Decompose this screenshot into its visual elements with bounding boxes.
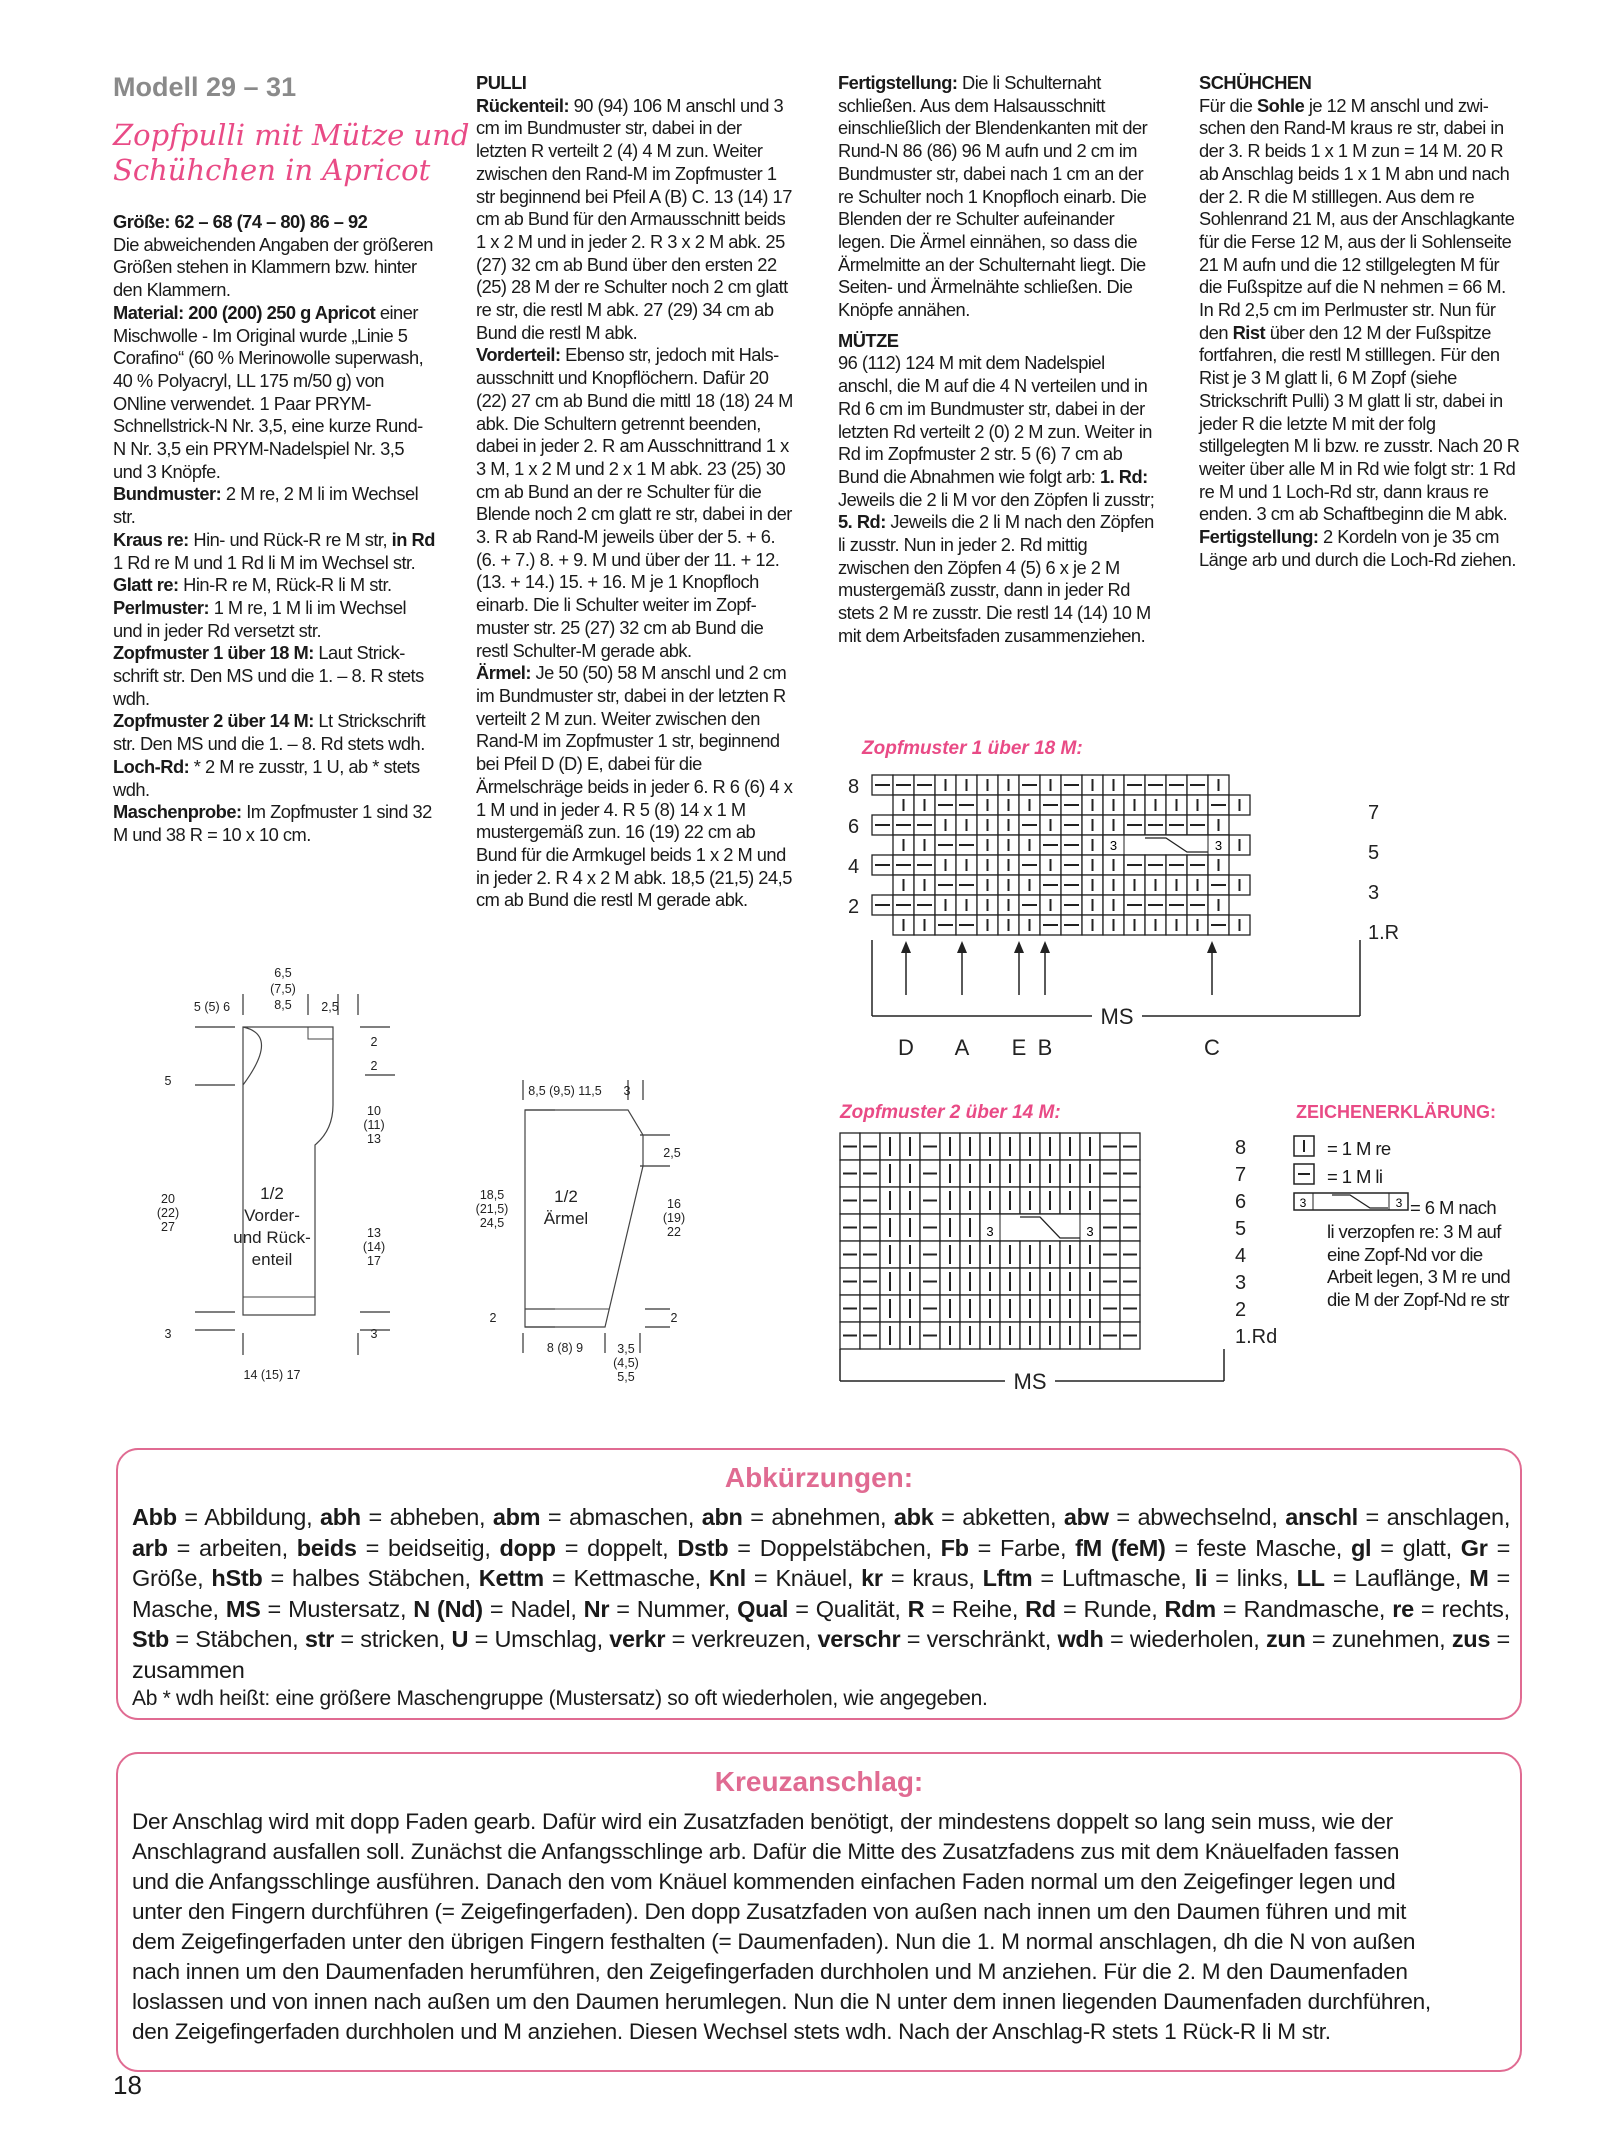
abbreviation-meaning: Qualität <box>815 1595 895 1622</box>
dim-label: 13 <box>367 1132 381 1146</box>
row-number: 2 <box>848 896 860 918</box>
abbreviation-term: Nr <box>583 1595 610 1622</box>
ms-label: MS <box>1100 1004 1134 1029</box>
schuehchen-fertig-text: 2 Kordeln von je 35 cm Länge arb und durch die Loch-Rd ziehen. <box>1199 526 1516 570</box>
abbreviation-meaning: verschränkt <box>926 1626 1045 1652</box>
muetze-text-a: 96 (112) 124 M mit dem Nadelspiel anschl, die M auf die 4 N verteilen und in Rd 6 cm im Bundmuster str, dabei in der letzten Rd verteilt 2 (0) 2 M zun. Weiter in Rd im Zopfmuster 2 str. 5 (6) 7 cm ab Bund die Abnahmen wie folgt arb: <box>838 352 1152 487</box>
cable-block <box>980 1214 1100 1241</box>
schematic-sleeve <box>465 1065 705 1395</box>
bund-label: Bundmuster: <box>113 483 222 505</box>
abbreviation-term: Knl <box>708 1565 746 1591</box>
dim-label: 5 <box>164 1074 172 1088</box>
dim-label: 24,5 <box>479 1216 505 1230</box>
kraus-in: in Rd <box>391 528 435 550</box>
abbreviation-entry: Kettm = Kettmasche, <box>478 1565 709 1591</box>
column-materials <box>113 211 435 847</box>
kreuzanschlag-line: und die Anfangsschlinge ausführen. Danach den vom Knäuel kommenden einfachen Faden normal um den Zeigefinger legen und <box>132 1869 1396 1894</box>
abbreviation-entry: abk = abketten, <box>893 1504 1064 1530</box>
abbreviation-term: arb <box>132 1534 168 1561</box>
schuehchen-text-a: Für die <box>1199 94 1257 116</box>
abbreviation-entry: verschr = verschränkt, <box>817 1626 1058 1652</box>
schematic-body <box>150 955 410 1395</box>
row-number: 5 <box>1368 842 1380 864</box>
chart2-title: Zopfmuster 2 über 14 M: <box>840 1102 1061 1123</box>
abbreviation-meaning: Luftmasche <box>1061 1565 1181 1591</box>
abkuerzungen-box <box>116 1448 1522 1720</box>
dim-label: (11) <box>363 1118 385 1132</box>
arrow-up-icon <box>1207 941 1217 953</box>
legend-cable-line: Arbeit legen, 3 M re und <box>1327 1266 1511 1287</box>
sohle-label: Sohle <box>1256 94 1305 116</box>
dim-label: 8,5 <box>274 998 292 1012</box>
cable-number: 3 <box>1395 1196 1403 1210</box>
abbreviation-meaning: Mustersatz <box>288 1595 400 1622</box>
legend-cable-line1: = 6 M nach <box>1410 1197 1497 1218</box>
abbreviation-entry: fM (feM) = feste Masche, <box>1075 1534 1351 1561</box>
abbreviation-meaning: arbeiten <box>199 1534 282 1561</box>
abbreviation-entry: re = rechts, <box>1392 1595 1510 1622</box>
schuehchen-fertig-label: Fertigstellung: <box>1199 526 1319 548</box>
abbreviation-entry: str = stricken, <box>304 1626 452 1652</box>
muetze-text-c: Jeweils die 2 li M nach den Zöpfen li zusstr. Nun in jeder 2. Rd mittig zwischen den Zöpfen 4 (5) 6 x je 2 M mustergemäß zusstr, dann in jeder Rd stets 2 M re zusstr. Die restl 14 (14) 10 M mit dem Arbeitsfaden zusammenziehen. <box>838 511 1154 646</box>
abbreviation-meaning: verkreuzen <box>691 1626 805 1652</box>
abbreviation-term: str <box>304 1626 334 1652</box>
abbreviation-term: abw <box>1063 1504 1109 1530</box>
dim-label: 5,5 <box>617 1370 635 1384</box>
row-number: 3 <box>1368 882 1380 904</box>
dim-label: 3 <box>623 1084 631 1098</box>
cable-number: 3 <box>1214 838 1223 853</box>
abbreviation-meaning: Reihe <box>951 1595 1012 1622</box>
kraus-label: Kraus re: <box>113 528 189 550</box>
row-number: 5 <box>1235 1218 1247 1240</box>
abbreviation-meaning: abwechselnd <box>1137 1504 1272 1530</box>
abbreviation-meaning: Lauflänge <box>1354 1565 1455 1591</box>
abbreviation-entry: abm = abmaschen, <box>492 1504 702 1530</box>
dim-label: 13 <box>367 1226 381 1240</box>
dim-label: (22) <box>156 1206 180 1220</box>
abbreviation-entry: arb = arbeiten, <box>132 1534 297 1561</box>
abbreviation-entry: N (Nd) = Nadel, <box>413 1595 584 1622</box>
abbreviation-entry: zun = zunehmen, <box>1265 1626 1452 1652</box>
abbreviation-term: R <box>907 1595 925 1622</box>
rd5-label: 5. Rd: <box>838 511 886 533</box>
column-finishing <box>838 72 1160 648</box>
vorderteil-text: Ebenso str, jedoch mit Halsausschnitt und Knopflöchern. Dafür 20 (22) 27 cm ab Bund die mittl 18 (18) 24 M abk. Die Schultern getrennt beenden, dabei in jeder 2. R am Ausschnittrand 1 x 3 M, 1 x 2 M und 2 x 1 M abk. 23 (25) 30 cm ab Bund an der re Schulter für die Blende noch 2 cm glatt re str, dabei in der 3. R ab Rand-M jeweils über der 5. + 6. (6. + 7.) 8. + 9. M und über der 11. + 12. (13. + 14.) 15. + 16. M je 1 Knopfloch einarb. Die li Schulter weiter im Zopfmuster str. 25 (27) 32 cm ab Bund die restl Schulter-M gerade abk. <box>476 344 793 661</box>
zopf2-text: Lt Strickschrift str. Den MS und die 1. – 8. Rd stets wdh. <box>113 710 426 755</box>
row-number: 8 <box>1235 1137 1247 1159</box>
abbreviation-meaning: Stäbchen <box>195 1626 293 1652</box>
legend-title: ZEICHENERKLÄRUNG: <box>1296 1102 1496 1122</box>
abbreviation-entry: Lftm = Luftmasche, <box>982 1565 1195 1591</box>
abbreviation-meaning: doppelt <box>587 1534 663 1561</box>
abbreviation-term: verkr <box>609 1626 666 1652</box>
loch-label: Loch-Rd: <box>113 755 190 777</box>
abbreviation-entry: Rd = Runde, <box>1025 1595 1165 1622</box>
cable-number: 3 <box>986 1224 994 1239</box>
abbreviation-term: re <box>1392 1595 1414 1622</box>
abkuerzungen-footer: Ab * wdh heißt: eine größere Maschengruppe (Mustersatz) so oft wiederholen, wie angegeben. <box>132 1687 988 1710</box>
row-number: 7 <box>1235 1164 1247 1186</box>
cable-number: 3 <box>1299 1196 1307 1210</box>
dim-label: (14) <box>362 1240 386 1254</box>
sleeve-label: Ärmel <box>543 1209 589 1228</box>
dim-label: 20 <box>161 1192 175 1206</box>
muetze-text-b: Jeweils die 2 li M vor den Zöpfen li zusstr; <box>838 488 1155 510</box>
abbreviation-meaning: zunehmen <box>1331 1626 1440 1652</box>
abbreviation-entry: M = Masche, <box>132 1565 1510 1622</box>
abbreviation-entry: R = Reihe, <box>907 1595 1026 1622</box>
row-number: 4 <box>1235 1245 1247 1267</box>
maschenprobe-label: Maschenprobe: <box>113 801 242 823</box>
abbreviation-entry: anschl = anschlagen, <box>1285 1504 1511 1530</box>
kreuzanschlag-line: Anschlagrand ausfallen soll. Zunächst die Anfangsschlinge arb. Dafür die Mitte des Zusatzfadens zus mit dem Knäuelfaden fassen <box>132 1839 1400 1864</box>
abbreviation-entry: LL = Lauflänge, <box>1296 1565 1470 1591</box>
dim-label: 18,5 <box>479 1188 505 1202</box>
page-number: 18 <box>113 2070 142 2100</box>
schuehchen-heading: SCHÜHCHEN <box>1199 72 1312 93</box>
abbreviation-term: kr <box>861 1565 883 1591</box>
abbreviation-term: hStb <box>211 1565 263 1591</box>
abbreviation-term: verschr <box>817 1626 901 1652</box>
dim-label: 27 <box>161 1220 175 1234</box>
abbreviation-term: Fb <box>940 1534 969 1561</box>
abbreviation-meaning: halbes Stäbchen <box>292 1565 465 1591</box>
legend-cable-text <box>1327 1221 1510 1311</box>
abbreviation-term: anschl <box>1285 1504 1358 1530</box>
abbreviation-meaning: beidseitig <box>388 1534 485 1561</box>
body-shoulder <box>243 1027 333 1315</box>
dim-label: 14 (15) 17 <box>243 1368 301 1382</box>
dim-label: 22 <box>667 1225 681 1239</box>
row-number: 1.Rd <box>1235 1326 1278 1348</box>
cable-symbol <box>1294 1193 1408 1210</box>
abbreviation-meaning: Nummer <box>636 1595 724 1622</box>
abbreviation-term: abm <box>492 1504 541 1530</box>
arrow-up-icon <box>1014 941 1024 953</box>
dim-label: (4,5) <box>613 1356 639 1370</box>
abbreviation-term: abn <box>701 1504 743 1530</box>
abbreviation-meaning: abheben <box>389 1504 479 1530</box>
kreuzanschlag-line: dem Zeigefingerfaden unter den übrigen Fingern festhalten (= Daumenfaden). Nun die 1. M normal anschlagen, dh die N von außen <box>132 1929 1416 1954</box>
abbreviation-entry: li = links, <box>1194 1565 1297 1591</box>
dim-label: 3 <box>164 1327 172 1341</box>
abbreviation-term: N (Nd) <box>413 1595 483 1622</box>
kreuzanschlag-line: unter den Fingern durchführen (= Zeigefingerfaden). Den dopp Zusatzfaden von außen nach innen um den Daumen führen und mit <box>132 1899 1407 1924</box>
abbreviation-meaning: feste Masche <box>1196 1534 1336 1561</box>
abbreviation-entry: Rdm = Randmasche, <box>1164 1595 1393 1622</box>
abbreviation-entry: wdh = wiederholen, <box>1057 1626 1266 1652</box>
abbreviation-entry: dopp = doppelt, <box>499 1534 678 1561</box>
kreuzanschlag-line: loslassen und von innen nach außen um den Daumen herumlegen. Nun die N unter dem innen liegenden Daumenfaden durchführen, <box>132 1989 1431 2014</box>
aermel-label: Ärmel: <box>476 662 531 684</box>
abbreviation-entry: Stb = Stäbchen, <box>132 1626 305 1652</box>
kreuzanschlag-line: nach innen um den Daumenfaden herumführen, den Zeigefingerfaden durchholen und M anziehen. Für die 2. M den Daumenfaden <box>132 1959 1408 1984</box>
abbreviation-term: abk <box>893 1504 934 1530</box>
legend-knit: = 1 M re <box>1327 1138 1391 1159</box>
abbreviation-term: li <box>1194 1565 1208 1591</box>
fertigstellung-text: Die li Schulternaht schließen. Aus dem Halsausschnitt einschließlich der Blendenkanten mit der Rund-N 86 (86) 96 M aufn und 2 cm im Bundmuster str, dabei nach 1 cm an der re Schulter noch 1 Knopfloch einarb. Die Blenden der re Schulter aufeinander legen. Die Ärmel einnähen, so dass die Ärmelmitte an der Schulternaht liegt. Die Seiten- und Ärmelnähte schließen. Die Knöpfe annähen. <box>838 72 1148 321</box>
bund-text: 2 M re, 2 M li im Wechsel str. <box>113 483 419 528</box>
body-label: enteil <box>251 1250 293 1269</box>
abbreviation-term: dopp <box>499 1534 556 1561</box>
aermel-text: Je 50 (50) 58 M anschl und 2 cm im Bundmuster str, dabei in der letzten R verteilt 2 M zun. Weiter zwischen den Rand-M im Zopfmuster 1 str, beginnend bei Pfeil D (D) E, dabei für die Ärmelschräge beids in jeder 6. R 6 (6) 4 x 1 M und in jeder 4. R 5 (8) 14 x 1 M mustergemäß zun. 16 (19) 22 cm ab Bund für die Armkugel beids 1 x 2 M und in jeder 2. R 4 x 2 M abk. 18,5 (21,5) 24,5 cm ab Bund die restl M gerade abk. <box>476 662 793 911</box>
body-label: Vorder- <box>244 1206 300 1225</box>
legend-items <box>1327 1135 1391 1191</box>
body-label: 1/2 <box>260 1184 284 1203</box>
dim-label: 2 <box>489 1311 497 1325</box>
abbreviation-entry: Nr = Nummer, <box>583 1595 738 1622</box>
abbreviation-entry: Dstb = Doppelstäbchen, <box>677 1534 941 1561</box>
dim-label: 8 (8) 9 <box>546 1341 584 1355</box>
abbreviation-meaning: kraus <box>912 1565 969 1591</box>
arrow-label: D <box>898 1035 914 1060</box>
abbreviation-entry: Abb = Abbildung, <box>132 1504 320 1530</box>
abbreviation-meaning: Größe <box>132 1565 198 1591</box>
abbreviation-term: Qual <box>737 1595 789 1622</box>
row-number: 1.R <box>1368 922 1400 944</box>
abbreviation-meaning: Runde <box>1083 1595 1152 1622</box>
fertigstellung-label: Fertigstellung: <box>838 72 958 93</box>
abbreviation-term: gl <box>1351 1534 1372 1561</box>
abbreviation-entry: Fb = Farbe, <box>940 1534 1076 1561</box>
abbreviation-meaning: glatt <box>1402 1534 1446 1561</box>
arrow-up-icon <box>1040 941 1050 953</box>
glatt-text: Hin-R re M, Rück-R li M str. <box>178 574 392 596</box>
zopf1-text: Laut Strickschrift str. Den MS und die 1. – 8. R stets wdh. <box>113 642 424 709</box>
abbreviation-entry: abw = abwechselnd, <box>1063 1504 1286 1530</box>
arrow-up-icon <box>957 941 967 953</box>
abbreviation-meaning: links <box>1236 1565 1283 1591</box>
legend-cable-line: eine Zopf-Nd vor die <box>1327 1243 1483 1265</box>
size-text: Die abweichenden Angaben der größeren Größen stehen in Klammern bzw. hinter den Klammern. <box>113 233 433 301</box>
dim-label: 8,5 (9,5) 11,5 <box>528 1084 602 1098</box>
dim-label: 3 <box>370 1327 378 1341</box>
material-text: einer Mischwolle - Im Original wurde „Linie 5 Corafino“ (60 % Merinowolle superwash, 40 % Polyacryl, LL 175 m/50 g) von ONline verwendet. 1 Paar PRYM-Schnellstrick-N Nr. 3,5, eine kurze Rund-N Nr. 3,5 ein PRYM-Nadelspiel Nr. 3,5 und 3 Knöpfe. <box>113 301 424 482</box>
size-label: Größe: 62 – 68 (74 – 80) 86 – 92 <box>113 211 368 232</box>
zopf2-label: Zopfmuster 2 über 14 M: <box>113 710 314 732</box>
abbreviation-meaning: anschlagen <box>1386 1504 1504 1530</box>
abbreviation-term: Rdm <box>1164 1595 1216 1622</box>
abbreviation-meaning: Kettmasche <box>573 1565 695 1591</box>
abbreviation-term: U <box>451 1626 469 1652</box>
maschenprobe-text: Im Zopfmuster 1 sind 32 M und 38 R = 10 x 10 cm. <box>113 801 432 845</box>
chart-zopfmuster-2 <box>830 1128 1278 1408</box>
title-line-2: Schühchen in Apricot <box>113 153 431 187</box>
arrow-label: B <box>1037 1035 1053 1060</box>
row-number: 8 <box>848 776 860 798</box>
abbreviation-meaning: abmaschen <box>569 1504 688 1530</box>
abbreviation-term: wdh <box>1057 1626 1104 1652</box>
dim-label: 10 <box>367 1104 381 1118</box>
abbreviation-entry: U = Umschlag, <box>451 1626 610 1652</box>
abbreviation-term: Dstb <box>677 1534 729 1561</box>
abbreviation-meaning: Umschlag <box>494 1626 597 1652</box>
muetze-heading: MÜTZE <box>838 329 899 351</box>
dim-label: 2,5 <box>321 1000 339 1014</box>
row-number: 3 <box>1235 1272 1247 1294</box>
abbreviation-entry: Knl = Knäuel, <box>708 1565 862 1591</box>
zopf1-label: Zopfmuster 1 über 18 M: <box>113 642 314 664</box>
abbreviation-meaning: Abbildung <box>204 1504 307 1530</box>
abbreviation-entry: MS = Mustersatz, <box>225 1595 414 1622</box>
legend-cable-line: die M der Zopf-Nd re str <box>1327 1288 1509 1310</box>
abbreviation-meaning: zusammen <box>132 1656 245 1683</box>
rueckenteil-label: Rückenteil: <box>476 94 570 116</box>
dim-label: (21,5) <box>475 1202 509 1216</box>
abbreviation-term: M <box>1469 1565 1489 1591</box>
abbreviation-entry: zus = zusammen <box>132 1626 1510 1683</box>
rd1-label: 1. Rd: <box>1099 465 1148 487</box>
abbreviation-meaning: Randmasche <box>1243 1595 1379 1622</box>
dim-label: 3,5 <box>617 1342 635 1356</box>
material-label: Material: 200 (200) 250 g Apricot <box>113 301 376 323</box>
abbreviation-entry: Qual = Qualität, <box>737 1595 908 1622</box>
abbreviation-term: fM (feM) <box>1075 1534 1166 1561</box>
dim-label: (7,5) <box>270 982 296 996</box>
abbreviation-entry: verkr = verkreuzen, <box>609 1626 818 1652</box>
chart-zopfmuster-1 <box>840 765 1400 1065</box>
abbreviation-term: Stb <box>132 1626 169 1652</box>
cable-number: 3 <box>1109 838 1118 853</box>
row-number: 4 <box>848 856 860 878</box>
abkuerzungen-list <box>132 1502 1510 1685</box>
abbreviation-entry: Gr = Größe, <box>132 1534 1510 1591</box>
row-number: 2 <box>1235 1299 1247 1321</box>
abbreviation-entry: abn = abnehmen, <box>701 1504 894 1530</box>
pulli-heading: PULLI <box>476 72 527 93</box>
abbreviation-meaning: abnehmen <box>771 1504 880 1530</box>
abbreviation-term: Lftm <box>982 1565 1033 1591</box>
abbreviation-meaning: abketten <box>962 1504 1050 1530</box>
abbreviation-term: zus <box>1451 1626 1491 1652</box>
kreuzanschlag-title: Kreuzanschlag: <box>714 1766 924 1797</box>
abbreviation-entry: kr = kraus, <box>861 1565 983 1591</box>
model-number: Modell 29 – 31 <box>113 72 297 102</box>
arrow-label: C <box>1204 1035 1220 1060</box>
dim-label: 16 <box>667 1197 681 1211</box>
arrow-label: A <box>954 1035 970 1060</box>
arrow-up-icon <box>901 941 911 953</box>
rueckenteil-text: 90 (94) 106 M anschl und 3 cm im Bundmuster str, dabei in der letzten R verteilt 2 (4) 4 M zun. Weiter zwischen den Rand-M im Zopfmuster 1 str beginnend bei Pfeil A (B) C. 13 (14) 17 cm ab Bund für den Armausschnitt beids 1 x 2 M und in jeder 2. R 3 x 2 M abk. 25 (27) 32 cm ab Bund über den ersten 22 (25) 28 M der re Schulter noch 2 cm glatt re str, die restl M abk. 27 (29) 34 cm ab Bund die restl M abk. <box>476 94 792 343</box>
kreuzanschlag-line: den Zeigefingerfaden durchholen und M anziehen. Diesen Wechsel stets wdh. Nach der Anschlag-R stets 1 Rück-R li M str. <box>132 2019 1331 2044</box>
column-schuehchen <box>1199 72 1521 571</box>
row-number: 7 <box>1368 802 1380 824</box>
abbreviation-term: LL <box>1296 1565 1325 1591</box>
legend-purl: = 1 M li <box>1327 1166 1383 1187</box>
kreuzanschlag-line: Der Anschlag wird mit dopp Faden gearb. Dafür wird ein Zusatzfaden benötigt, der mindestens doppelt so lang sein muss, wie der <box>132 1809 1393 1834</box>
abbreviation-term: beids <box>296 1534 357 1561</box>
abbreviation-term: Abb <box>132 1504 177 1530</box>
row-number: 6 <box>848 816 860 838</box>
dim-label: 2 <box>670 1311 678 1325</box>
row-number: 6 <box>1235 1191 1247 1213</box>
arrow-label: E <box>1011 1035 1027 1060</box>
title-line-1: Zopfpulli mit Mütze und <box>113 118 470 152</box>
abbreviation-meaning: Nadel <box>510 1595 571 1622</box>
rist-label: Rist <box>1232 321 1266 343</box>
dim-label: 2 <box>370 1059 378 1073</box>
abbreviation-term: abh <box>319 1504 361 1530</box>
pattern-title <box>113 118 469 188</box>
abbreviation-term: Gr <box>1460 1534 1488 1561</box>
abbreviation-meaning: Knäuel <box>775 1565 847 1591</box>
dim-label: 5 (5) 6 <box>193 1000 231 1014</box>
kreuzanschlag-box <box>116 1752 1522 2072</box>
body-label: und Rück- <box>233 1228 311 1247</box>
dim-label: 6,5 <box>274 966 292 980</box>
abbreviation-meaning: rechts <box>1441 1595 1504 1622</box>
body-outline <box>243 1027 333 1315</box>
loch-text: * 2 M re zusstr, 1 U, ab * stets wdh. <box>113 755 420 800</box>
chart1-title: Zopfmuster 1 über 18 M: <box>862 738 1083 759</box>
abbreviation-meaning: Doppelstäbchen <box>759 1534 926 1561</box>
ms-label: MS <box>1013 1369 1047 1394</box>
sleeve-label: 1/2 <box>554 1187 578 1206</box>
abbreviation-meaning: Masche <box>132 1595 213 1622</box>
abbreviation-entry: gl = glatt, <box>1351 1534 1461 1561</box>
abbreviation-entry: hStb = halbes Stäbchen, <box>211 1565 479 1591</box>
vorderteil-label: Vorderteil: <box>476 344 561 366</box>
dim-label: (19) <box>662 1211 686 1225</box>
dim-label: 2 <box>370 1035 378 1049</box>
schuehchen-text-c: über den 12 M der Fußspitze fortfahren, die restl M stilllegen. Für den Rist je 3 M glatt li, 6 M Zopf (siehe Strickschrift Pulli) 3 M glatt li str, dabei in jeder R die letzte M mit der folg stillgelegten M li bzw. re zusstr. Nach 20 R weiter über alle M in Rd wie folgt str: 1 Rd re M und 1 Loch-Rd str, dann kraus re enden. 3 cm ab Schaftbeginn die M abk. <box>1199 321 1520 525</box>
abbreviation-entry: abh = abheben, <box>319 1504 493 1530</box>
cable-number: 3 <box>1086 1224 1094 1239</box>
abbreviation-meaning: wiederholen <box>1129 1626 1254 1652</box>
abbreviation-meaning: stricken <box>360 1626 439 1652</box>
legend-cable-line: li verzopfen re: 3 M auf <box>1327 1221 1501 1242</box>
abbreviation-meaning: Farbe <box>1000 1534 1060 1561</box>
column-pulli <box>476 72 796 912</box>
perl-label: Perlmuster: <box>113 596 210 618</box>
abbreviation-term: MS <box>225 1595 261 1622</box>
kreuzanschlag-text <box>132 1807 1512 2047</box>
abbreviation-term: zun <box>1265 1626 1306 1652</box>
abbreviation-term: Kettm <box>478 1565 544 1591</box>
schuehchen-text-b: je 12 M anschl und zwischen den Rand-M kraus re str, dabei in der 3. R beids 1 x 1 M zun = 14 M. 20 R ab Anschlag beids 1 x 1 M abn und nach der 2. R die M stilllegen. Aus dem re Sohlenrand 21 M, aus der Anschlagkante für die Ferse 12 M, aus der li Sohlenseite 21 M aufn und die 12 stillgelegten M für die Fußspitze auf die N nehmen = 66 M. In Rd 2,5 cm im Perlmuster str. Nun für den <box>1199 94 1515 343</box>
kraus-text-a: Hin- und Rück-R re M str, <box>188 528 392 550</box>
kraus-text-b: 1 Rd re M und 1 Rd li M im Wechsel str. <box>113 551 416 573</box>
abbreviation-term: Rd <box>1025 1595 1056 1622</box>
abbreviation-entry: beids = beidseitig, <box>296 1534 500 1561</box>
abkuerzungen-title: Abkürzungen: <box>724 1462 914 1493</box>
dim-label: 2,5 <box>663 1146 681 1160</box>
glatt-label: Glatt re: <box>113 574 179 596</box>
dim-label: 17 <box>367 1254 381 1268</box>
perl-text: 1 M re, 1 M li im Wechsel und in jeder Rd versetzt str. <box>113 596 407 641</box>
